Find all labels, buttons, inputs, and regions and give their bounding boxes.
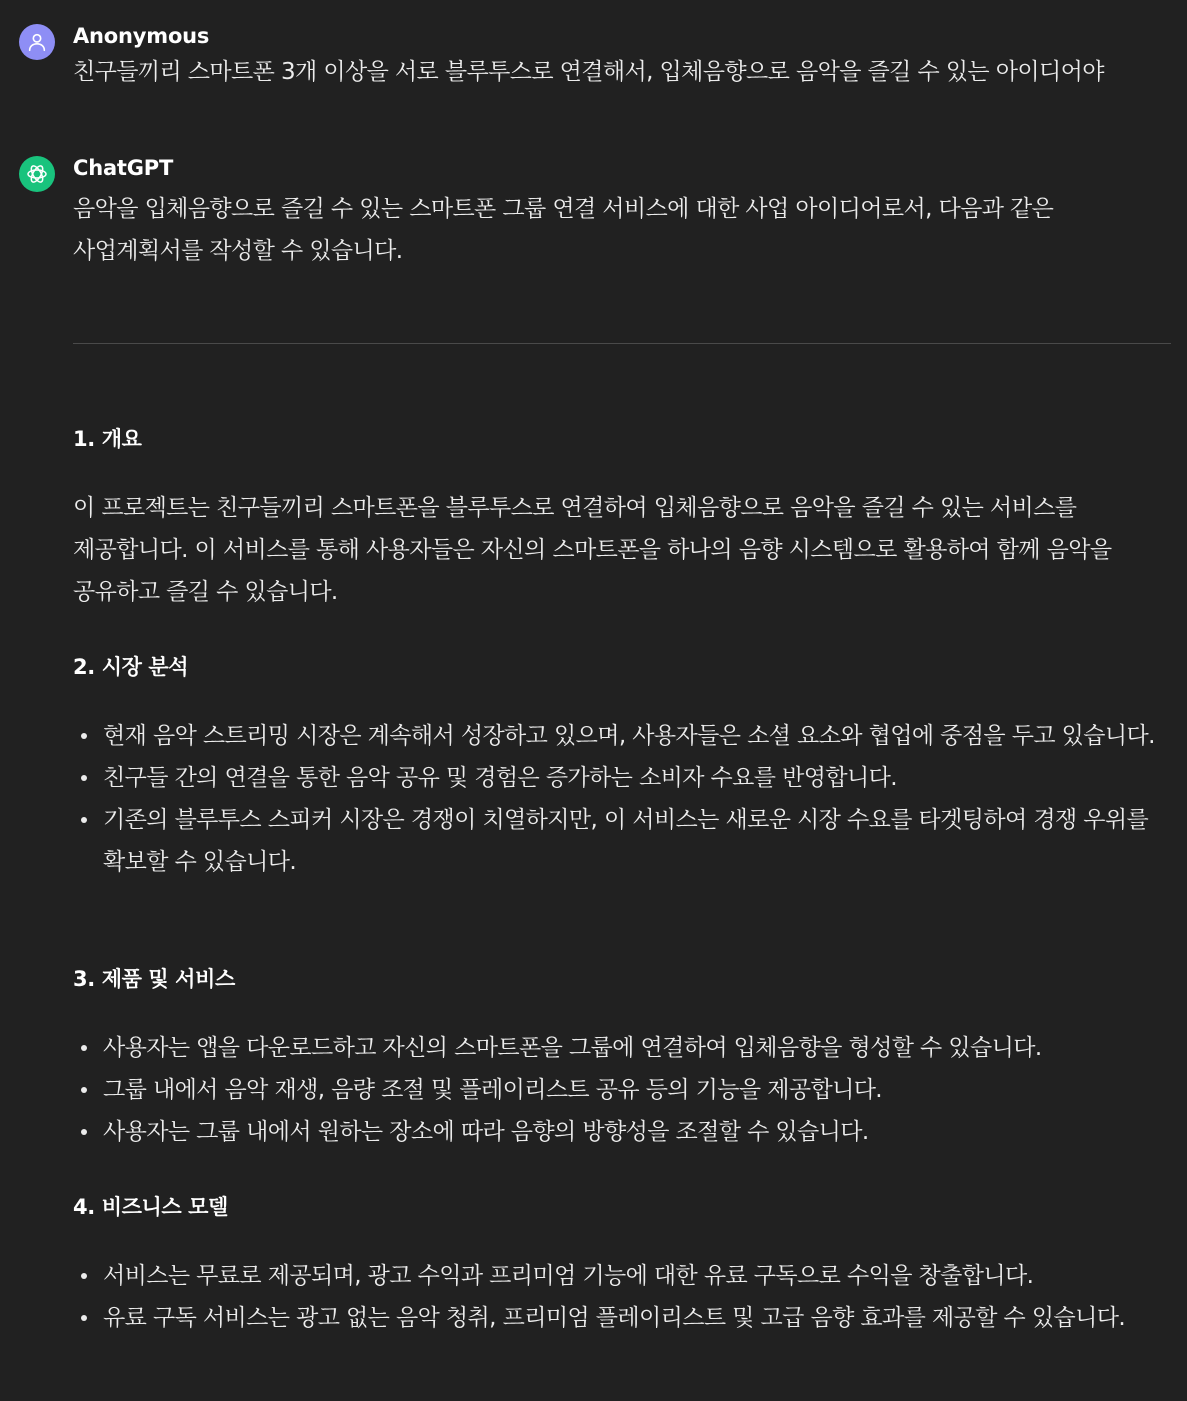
business-heading: 4. 비즈니스 모델 [73,1195,228,1219]
market-heading: 2. 시장 분석 [73,655,189,679]
business-list [73,1255,1168,1339]
list-item: 기존의 블루투스 스피커 시장은 경쟁이 치열하지만, 이 서비스는 새로운 시장 수요를 타겟팅하여 경쟁 우위를 확보할 수 있습니다. [73,799,1168,883]
list-item: 현재 음악 스트리밍 시장은 계속해서 성장하고 있으며, 사용자들은 소셜 요소와 협업에 중점을 두고 있습니다. [73,715,1168,757]
assistant-avatar [19,156,55,192]
market-list [73,715,1168,883]
list-item: 사용자는 앱을 다운로드하고 자신의 스마트폰을 그룹에 연결하여 입체음향을 형성할 수 있습니다. [73,1027,1168,1069]
user-message-text: 친구들끼리 스마트폰 3개 이상을 서로 블루투스로 연결해서, 입체음향으로 음악을 즐길 수 있는 아이디어야 [73,59,1104,85]
overview-paragraph: 이 프로젝트는 친구들끼리 스마트폰을 블루투스로 연결하여 입체음향으로 음악을 즐길 수 있는 서비스를 제공합니다. 이 서비스를 통해 사용자들은 자신의 스마트폰을 하나의 음향 시스템으로 활용하여 함께 음악을 공유하고 즐길 수 있습니다. [73,495,1112,605]
product-heading: 3. 제품 및 서비스 [73,967,235,991]
list-item: 친구들 간의 연결을 통한 음악 공유 및 경험은 증가하는 소비자 수요를 반영합니다. [73,757,1168,799]
overview-heading: 1. 개요 [73,427,142,451]
openai-logo-icon [25,162,49,186]
user-icon [26,31,48,53]
list-item: 그룹 내에서 음악 재생, 음량 조절 및 플레이리스트 공유 등의 기능을 제공합니다. [73,1069,1168,1111]
product-list [73,1027,1168,1153]
assistant-author-name: ChatGPT [73,156,174,180]
list-item: 유료 구독 서비스는 광고 없는 음악 청취, 프리미엄 플레이리스트 및 고급 음향 효과를 제공할 수 있습니다. [73,1297,1168,1339]
section-divider [73,343,1171,344]
list-item: 서비스는 무료로 제공되며, 광고 수익과 프리미엄 기능에 대한 유료 구독으로 수익을 창출합니다. [73,1255,1168,1297]
user-avatar [19,24,55,60]
user-author-name: Anonymous [73,24,210,48]
assistant-intro-text: 음악을 입체음향으로 즐길 수 있는 스마트폰 그룹 연결 서비스에 대한 사업 아이디어로서, 다음과 같은 사업계획서를 작성할 수 있습니다. [73,196,1054,264]
list-item: 사용자는 그룹 내에서 원하는 장소에 따라 음향의 방향성을 조절할 수 있습니다. [73,1111,1168,1153]
